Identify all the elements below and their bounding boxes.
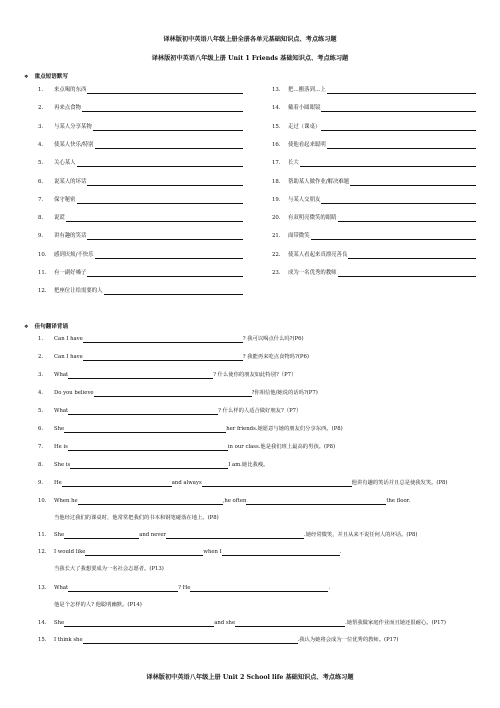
phrase-label: 与某人分享某物: [54, 123, 92, 130]
phrase-label: 戴着小圆眼镜: [288, 105, 321, 112]
item-number: 14.: [38, 620, 47, 626]
answer-blank[interactable]: [246, 498, 386, 505]
sentence-10: [38, 498, 410, 505]
phrase-item: [272, 179, 476, 186]
phrase-item: [272, 270, 476, 277]
phrase-text: [272, 105, 320, 112]
item-number: 21.: [272, 233, 281, 240]
answer-blank[interactable]: [68, 372, 213, 379]
answer-blank[interactable]: [321, 111, 476, 112]
answer-blank[interactable]: [68, 585, 178, 592]
answer-blank[interactable]: [64, 620, 214, 627]
sentence-text: I think she: [54, 637, 83, 643]
sentence-text: ?你相信他/她说的话吗?(P7): [251, 390, 318, 396]
item-number: 12.: [38, 288, 47, 295]
phrase-label: 与某人交朋友: [288, 196, 321, 203]
item-number: 15.: [38, 637, 47, 643]
answer-blank[interactable]: [327, 148, 476, 149]
item-number: 10.: [38, 251, 47, 258]
sentence-text: Can I have: [54, 354, 83, 360]
phrase-text: [38, 252, 94, 259]
sentence-text: her friends.她愿意与她的朋友们分享东西。(P8): [226, 426, 343, 432]
sentence-text: 他讲有趣的笑话并且总是使我发笑。(P8): [351, 480, 448, 486]
phrase-item: [272, 215, 476, 222]
sentence-5: [38, 408, 301, 415]
item-number: 20.: [272, 215, 281, 222]
unit2-title: 译林版初中英语八年级上册 Unit 2 School life 基础知识点、考点练习题: [146, 674, 354, 681]
answer-blank[interactable]: [83, 637, 298, 644]
section-sentences: [24, 322, 68, 330]
sentence-text: What: [54, 372, 69, 378]
sentence-text: and always: [171, 480, 202, 486]
phrase-text: [272, 233, 310, 240]
sentence-text: She: [54, 620, 65, 626]
phrase-item: [38, 105, 243, 112]
item-number: 1.: [38, 87, 44, 93]
answer-blank[interactable]: [338, 276, 476, 277]
answer-blank[interactable]: [87, 276, 243, 277]
sentence-text: ? 我能再来吃点食物吗?(P6): [242, 354, 309, 360]
item-number: 23.: [272, 270, 281, 276]
phrase-item: [272, 142, 476, 149]
answer-blank[interactable]: [350, 185, 476, 186]
answer-blank[interactable]: [68, 408, 218, 415]
item-number: 8.: [38, 462, 44, 468]
phrase-item: [38, 142, 243, 149]
answer-blank[interactable]: [70, 462, 228, 469]
sentence-3: [38, 372, 296, 379]
item-number: 9.: [38, 480, 44, 486]
item-number: 5.: [38, 408, 44, 414]
sentence-text: I would like: [54, 549, 86, 555]
answer-blank[interactable]: [64, 426, 226, 433]
sentence-text: Do you believe: [54, 390, 94, 396]
phrase-label: 长大: [288, 160, 299, 167]
sentence-11: [38, 532, 417, 539]
sentence-4: [38, 390, 318, 397]
answer-blank[interactable]: [222, 549, 340, 556]
answer-blank[interactable]: [62, 480, 172, 487]
phrase-label: 讲有趣的笑话: [54, 233, 87, 240]
sentence-text: He is: [54, 444, 68, 450]
phrase-label: 有一副好嗓子: [54, 270, 87, 276]
item-number: 12.: [38, 549, 47, 555]
sentence-text: What: [54, 585, 69, 591]
phrase-item: [272, 105, 476, 112]
sentence-7: [38, 444, 335, 451]
sentence-13: [38, 585, 330, 592]
item-number: 15.: [272, 123, 281, 130]
sentence-text: ,he often: [222, 498, 247, 504]
item-number: 2.: [38, 354, 44, 360]
phrase-item: [38, 197, 243, 204]
phrase-label: 感到厌烦/不快乐: [54, 251, 94, 258]
item-number: 2.: [38, 105, 44, 112]
sentence-12-translation: 当我长大了我想要成为一名社会志愿者。(P13): [54, 566, 164, 572]
phrase-label: 使某人快乐/特别: [54, 141, 94, 148]
answer-blank[interactable]: [66, 221, 243, 222]
answer-blank[interactable]: [190, 585, 331, 592]
answer-blank[interactable]: [83, 336, 243, 343]
answer-blank[interactable]: [327, 93, 476, 94]
section-phrases: [24, 72, 68, 80]
sentence-10-translation: 当他经过我们的课桌时，他常常把我们的书本和钢笔碰落在地上。(P8): [54, 515, 219, 521]
sentence-12: [38, 549, 341, 556]
phrase-label: 有双明亮微笑的眼睛: [288, 215, 337, 222]
answer-blank[interactable]: [87, 239, 243, 240]
phrase-item: [272, 87, 476, 94]
answer-blank[interactable]: [95, 258, 243, 259]
section-phrases-label: 重点短语默写: [34, 74, 69, 80]
sentence-text: and she: [214, 620, 236, 626]
phrase-item: [38, 252, 243, 259]
sentence-text: .她帮我做家庭作业而且她还很耐心。(P17): [345, 620, 446, 626]
section-sentences-label: 佳句翻译背诵: [34, 324, 69, 330]
phrase-label: 再来点食物: [54, 105, 81, 112]
phrase-text: [38, 124, 92, 131]
answer-blank[interactable]: [78, 498, 223, 505]
item-number: 5.: [38, 160, 44, 167]
phrase-label: 使他看起来聪明: [288, 141, 326, 148]
sentence-text: She is: [54, 462, 71, 468]
item-number: 1.: [38, 336, 44, 342]
sentence-text: Can I have: [54, 336, 83, 342]
sentence-text: ? He: [178, 585, 191, 591]
answer-blank[interactable]: [166, 532, 304, 539]
phrase-item: [38, 233, 243, 240]
item-number: 8.: [38, 215, 44, 222]
answer-blank[interactable]: [311, 239, 476, 240]
phrase-label: 面带微笑: [288, 233, 310, 240]
item-number: 7.: [38, 196, 44, 203]
phrase-text: [38, 160, 76, 167]
answer-blank[interactable]: [321, 203, 476, 204]
answer-blank[interactable]: [94, 390, 252, 397]
sentence-text: the floor.: [386, 498, 411, 504]
sentence-text: ? 什么样的人适合做好朋友?（P7）: [218, 408, 302, 414]
phrase-label: 说谎: [54, 215, 65, 222]
item-number: 16.: [272, 141, 281, 148]
answer-blank[interactable]: [93, 130, 243, 131]
item-number: 4.: [38, 390, 44, 396]
phrase-item: [272, 233, 476, 240]
phrase-label: 保守秘密: [54, 196, 76, 203]
sentence-text: .: [339, 549, 342, 555]
phrase-label: 来点喝的东西: [54, 87, 87, 93]
item-number: 19.: [272, 196, 281, 203]
phrase-text: [38, 179, 86, 186]
phrase-text: [272, 215, 337, 222]
item-number: 3.: [38, 123, 44, 130]
sentence-8: [38, 462, 268, 469]
phrase-text: [38, 288, 103, 295]
phrase-label: 走过（课桌）: [288, 123, 321, 130]
phrase-item: [38, 215, 243, 222]
answer-blank[interactable]: [77, 166, 243, 167]
sentence-text: ? 什么使你的朋友如此特别?（P7）: [213, 372, 297, 378]
sentence-text: When he: [54, 498, 78, 504]
answer-blank[interactable]: [68, 444, 228, 451]
item-number: 4.: [38, 141, 44, 148]
sentence-text: in our class.他是我们班上最高的男孩。(P8): [227, 444, 336, 450]
item-number: 7.: [38, 444, 44, 450]
sentence-text: .我认为她将会成为一位优秀的教师。(P17): [297, 637, 399, 643]
answer-blank[interactable]: [202, 480, 352, 487]
phrase-label: 帮助某人做作业/解决难题: [288, 178, 350, 185]
answer-blank[interactable]: [235, 620, 345, 627]
phrase-item: [272, 124, 476, 131]
unit1-title: 译林版初中英语八年级上册 Unit 1 Friends 基础知识点、考点练习题: [151, 55, 349, 62]
sentence-9: [38, 480, 448, 487]
item-number: 6.: [38, 426, 44, 432]
item-number: 6.: [38, 178, 44, 185]
sentence-15: [38, 637, 398, 644]
item-number: 10.: [38, 498, 47, 504]
phrase-text: [272, 142, 326, 149]
sentence-6: [38, 426, 343, 433]
phrase-text: [38, 142, 94, 149]
phrase-text: [272, 252, 347, 259]
phrase-text: [272, 197, 320, 204]
phrase-text: [272, 160, 299, 167]
phrase-text: [272, 270, 337, 277]
item-number: 14.: [272, 105, 281, 112]
answer-blank[interactable]: [338, 221, 476, 222]
phrase-item: [38, 124, 243, 131]
sentence-13-translation: 他是个怎样的人? 他聪明幽默。(P14): [54, 602, 142, 608]
item-number: 22.: [272, 251, 281, 258]
item-number: 13.: [272, 87, 281, 93]
phrase-label: 使某人看起来真漂亮善良: [288, 251, 348, 258]
sentence-text: ? 我可以喝点什么吗?(P6): [242, 336, 304, 342]
sentence-text: He: [54, 480, 62, 486]
phrase-item: [38, 160, 243, 167]
item-number: 9.: [38, 233, 44, 240]
phrase-text: [38, 270, 86, 277]
phrase-item: [38, 270, 243, 277]
answer-blank[interactable]: [104, 294, 243, 295]
phrase-item: [272, 160, 476, 167]
sentence-text: and never: [139, 532, 167, 538]
phrase-text: [272, 179, 349, 186]
phrase-text: [38, 233, 86, 240]
answer-blank[interactable]: [348, 258, 476, 259]
sentence-1: [38, 336, 304, 343]
sentence-text: She: [54, 532, 65, 538]
answer-blank[interactable]: [83, 354, 243, 361]
phrase-label: 成为一名优秀的教师: [288, 270, 337, 276]
item-number: 11.: [38, 532, 47, 538]
sentence-text: What: [54, 408, 69, 414]
phrase-item: [38, 288, 243, 295]
item-number: 18.: [272, 178, 281, 185]
answer-blank[interactable]: [77, 203, 243, 204]
sentence-text: I am.她比我瘦。: [228, 462, 269, 468]
document-title: 译林版初中英语八年级上册全册各单元基础知识点、考点练习题: [163, 36, 337, 43]
answer-blank[interactable]: [85, 549, 203, 556]
phrase-item: [38, 179, 243, 186]
answer-blank[interactable]: [95, 148, 243, 149]
item-number: 13.: [38, 585, 47, 591]
phrase-text: [38, 105, 81, 112]
phrase-text: [38, 215, 65, 222]
sentence-14: [38, 620, 446, 627]
answer-blank[interactable]: [321, 130, 476, 131]
phrase-label: 关心某人: [54, 160, 76, 167]
phrase-label: 把…搬落到…上: [288, 87, 326, 93]
item-number: 3.: [38, 372, 44, 378]
sentence-text: .: [328, 585, 331, 591]
phrase-text: [38, 197, 76, 204]
answer-blank[interactable]: [87, 185, 243, 186]
item-number: 17.: [272, 160, 281, 167]
diamond-icon: ❖: [24, 324, 29, 330]
answer-blank[interactable]: [87, 93, 243, 94]
phrase-label: 把座位让给需要的人: [54, 288, 103, 295]
answer-blank[interactable]: [300, 166, 476, 167]
item-number: 11.: [38, 270, 47, 276]
sentence-2: [38, 354, 309, 361]
phrase-text: [272, 87, 326, 94]
sentence-text: She: [54, 426, 65, 432]
phrase-text: [38, 87, 86, 94]
phrase-item: [272, 197, 476, 204]
phrase-label: 说某人的坏话: [54, 178, 87, 185]
phrase-text: [272, 124, 320, 131]
phrase-item: [272, 252, 476, 259]
diamond-icon: ❖: [24, 74, 29, 80]
answer-blank[interactable]: [64, 532, 139, 539]
phrase-item: [38, 87, 243, 94]
answer-blank[interactable]: [82, 111, 243, 112]
sentence-text: when I: [203, 549, 222, 555]
sentence-text: .她经常微笑，并且从来不说任何人的坏话。(P8): [304, 532, 418, 538]
